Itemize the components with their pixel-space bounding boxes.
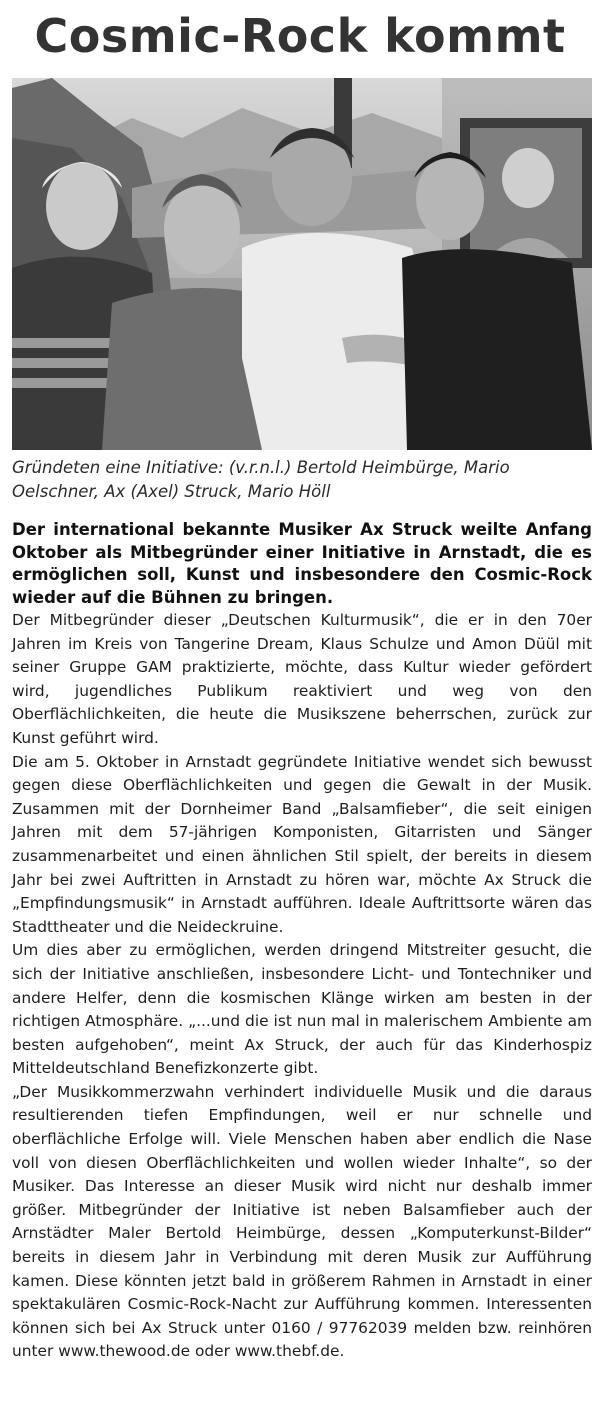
headline: Cosmic-Rock kommt — [34, 9, 566, 63]
body-paragraph: Der Mitbegründer dieser „Deutschen Kulturmusik“, die er in den 70er Jahren im Kreis von Tangerine Dream, Klaus Schulze und Amon Düül mit seiner Gruppe GAM praktizierte, möchte, dass Kultur wieder gefördert wird, jugendliches Publikum reaktiviert und weg von den Oberflächlichkeiten, die heute die Musikszene beherrschen, zurück zur Kunst geführt wird. — [12, 611, 592, 747]
lead-paragraph: Der international bekannte Musiker Ax Struck weilte Anfang Oktober als Mitbegründer einer Initiative in Arnstadt, die es ermöglichen soll, Kunst und insbesondere den Cosmic-Rock wieder auf die Bühnen zu bringen. — [12, 520, 592, 607]
article-body — [12, 609, 592, 1364]
photo-caption: Gründeten eine Initiative: (v.r.n.l.) Bertold Heimbürge, Mario Oelschner, Ax (Axel) Struck, Mario Höll — [12, 458, 510, 501]
body-paragraph: „Der Musikkommerzwahn verhindert individuelle Musik und die daraus resultierenden tiefen Empfindungen, weil er nur schnelle und oberflächliche Erfolge will. Viele Menschen haben aber endlich die Nase voll von diesen Oberflächlichkeiten und wollen wieder Inhalte“, so der Musiker. Das Interesse an dieser Musik wird nicht nur deshalb immer größer. Mitbegründer der Initiative ist neben Balsamfieber auch der Arnstädter Maler Bertold Heimbürge, dessen „Komputerkunst-Bilder“ bereits in diesem Jahr in Verbindung mit deren Musik zur Aufführung kamen. Diese könnten jetzt bald in größerem Rahmen in Arnstadt in einer spektakulären Cosmic-Rock-Nacht zur Aufführung kommen. Interessenten können sich bei Ax Struck unter 0160 / 97762039 melden bzw. reinhören unter www.thewood.de oder www.thebf.de. — [12, 1082, 592, 1361]
body-paragraph: Um dies aber zu ermöglichen, werden dringend Mitstreiter gesucht, die sich der Initiative anschließen, insbesondere Licht- und Tontechniker und andere Helfer, denn die kosmischen Klänge wirken am besten in der richtigen Atmosphäre. „...und die ist nun mal in malerischem Ambiente am besten aufgehoben“, meint Ax Struck, der auch für das Kinderhospiz Mitteldeutschland Benefizkonzerte gibt. — [12, 941, 592, 1078]
group-photo — [12, 78, 592, 450]
body-paragraph: Die am 5. Oktober in Arnstadt gegründete Initiative wendet sich bewusst gegen diese Oberflächlichkeiten und gegen die Gewalt in der Musik. Zusammen mit der Dornheimer Band „Balsamfieber“, die seit einigen Jahren mit dem 57-jährigen Komponisten, Gitarristen und Sänger zusammenarbeitet und einen ähnlichen Stil spielt, der bereits in diesem Jahr bei zwei Auftritten in Arnstadt zu hören war, möchte Ax Struck die „Empfindungsmusik“ in Arnstadt aufführen. Ideale Auftrittsorte wären das Stadttheater und die Neideckruine. — [12, 752, 592, 936]
